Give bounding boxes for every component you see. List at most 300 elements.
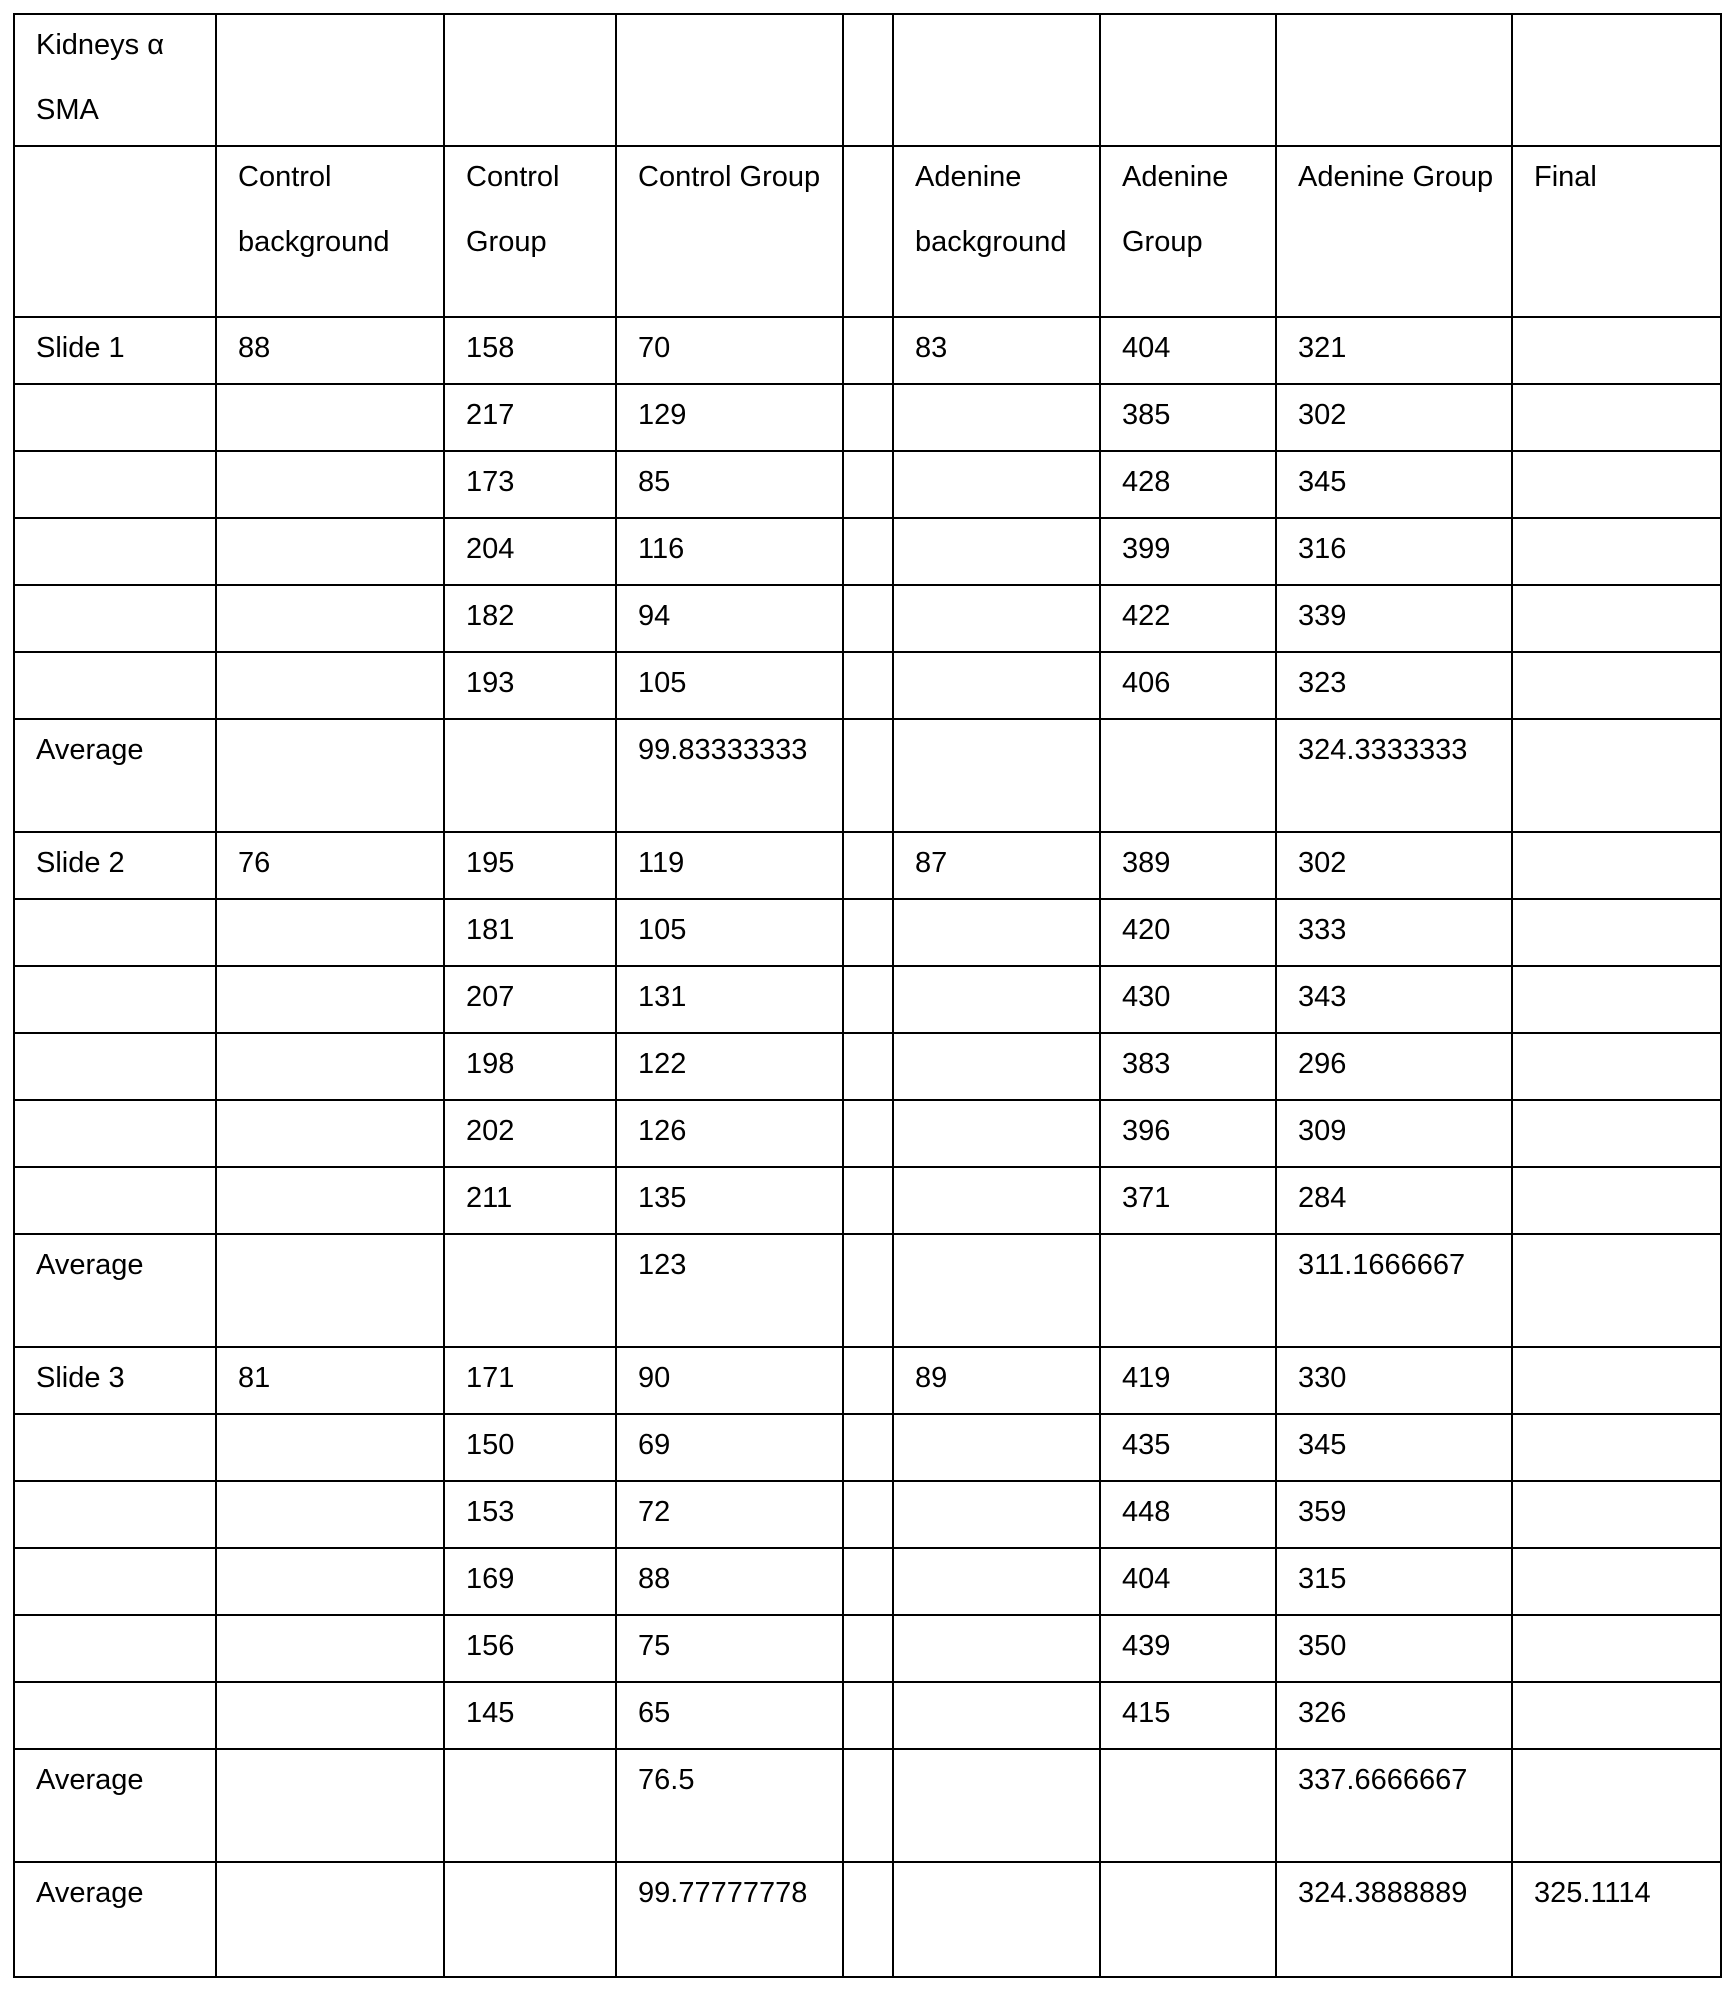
cell-text: 430 xyxy=(1122,981,1171,1013)
table-cell xyxy=(843,585,893,652)
table-cell xyxy=(893,1347,1100,1414)
cell-text: 83 xyxy=(915,332,948,364)
table-cell xyxy=(1512,146,1721,317)
cell-text: 415 xyxy=(1122,1697,1171,1729)
table-cell xyxy=(444,1100,616,1167)
table-cell xyxy=(616,317,843,384)
table-cell xyxy=(14,384,216,451)
table-cell xyxy=(616,1167,843,1234)
table-cell xyxy=(1276,317,1512,384)
table-cell xyxy=(14,1234,216,1347)
cell-text: 116 xyxy=(638,533,685,565)
cell-text: 448 xyxy=(1122,1496,1171,1528)
cell-text: 76 xyxy=(238,847,271,879)
table-cell xyxy=(616,1234,843,1347)
table-cell xyxy=(843,518,893,585)
table-cell xyxy=(444,317,616,384)
table-cell xyxy=(216,1481,444,1548)
table-cell xyxy=(1276,1481,1512,1548)
average-row xyxy=(14,719,1721,832)
table-cell xyxy=(893,1682,1100,1749)
table-cell xyxy=(216,451,444,518)
table-cell xyxy=(1100,518,1276,585)
table-cell xyxy=(1100,1682,1276,1749)
cell-text: 383 xyxy=(1122,1048,1171,1080)
cell-text: 123 xyxy=(638,1249,687,1281)
table-cell xyxy=(1276,1033,1512,1100)
table-cell xyxy=(1100,1347,1276,1414)
cell-text: 330 xyxy=(1298,1362,1347,1394)
cell-text: 122 xyxy=(638,1048,687,1080)
cell-text: 129 xyxy=(638,399,687,431)
table-cell xyxy=(1276,1615,1512,1682)
table-cell xyxy=(1100,146,1276,317)
table-cell xyxy=(1512,518,1721,585)
table-cell xyxy=(1276,1167,1512,1234)
table-cell xyxy=(444,652,616,719)
table-cell xyxy=(1100,1548,1276,1615)
table-cell xyxy=(893,652,1100,719)
table-cell xyxy=(444,1414,616,1481)
table-cell xyxy=(216,14,444,146)
table-cell xyxy=(444,585,616,652)
table-cell xyxy=(893,317,1100,384)
table-cell xyxy=(616,1862,843,1977)
table-cell xyxy=(1100,1100,1276,1167)
table-cell xyxy=(843,1749,893,1862)
cell-text: Average xyxy=(36,1249,144,1281)
table-row xyxy=(14,652,1721,719)
table-cell xyxy=(444,1481,616,1548)
table-cell xyxy=(843,719,893,832)
cell-text: 428 xyxy=(1122,466,1171,498)
table-cell xyxy=(1276,1682,1512,1749)
table-row xyxy=(14,1033,1721,1100)
table-cell xyxy=(1512,1167,1721,1234)
table-row xyxy=(14,832,1721,899)
cell-text: Average xyxy=(36,1877,144,1909)
table-cell xyxy=(1276,384,1512,451)
table-cell xyxy=(843,652,893,719)
table-cell xyxy=(1512,317,1721,384)
table-cell xyxy=(893,1414,1100,1481)
cell-text: 75 xyxy=(638,1630,671,1662)
cell-text: 324.3888889 xyxy=(1298,1877,1468,1909)
table-cell xyxy=(1100,317,1276,384)
table-cell xyxy=(843,146,893,317)
table-cell xyxy=(444,1234,616,1347)
table-row xyxy=(14,585,1721,652)
cell-text: 323 xyxy=(1298,667,1347,699)
table-row xyxy=(14,518,1721,585)
cell-text: Final xyxy=(1534,161,1597,193)
table-cell xyxy=(893,1862,1100,1977)
cell-text: 90 xyxy=(638,1362,671,1394)
table-cell xyxy=(1276,1749,1512,1862)
table-row xyxy=(14,451,1721,518)
table-cell xyxy=(1276,518,1512,585)
cell-text: 131 xyxy=(638,981,687,1013)
cell-text: 158 xyxy=(466,332,515,364)
table-cell xyxy=(14,518,216,585)
cell-text: Slide 1 xyxy=(36,332,125,364)
cell-text: 153 xyxy=(466,1496,515,1528)
table-cell xyxy=(1512,1481,1721,1548)
table-cell xyxy=(843,1414,893,1481)
table-cell xyxy=(1276,966,1512,1033)
cell-text: 420 xyxy=(1122,914,1171,946)
table-cell xyxy=(893,14,1100,146)
cell-text: 302 xyxy=(1298,847,1347,879)
table-cell xyxy=(893,1481,1100,1548)
table-cell xyxy=(843,966,893,1033)
table-cell xyxy=(616,966,843,1033)
table-cell xyxy=(1512,1100,1721,1167)
table-cell xyxy=(1100,1414,1276,1481)
table-cell xyxy=(1276,1100,1512,1167)
cell-text: 94 xyxy=(638,600,671,632)
cell-text: 72 xyxy=(638,1496,671,1528)
table-row xyxy=(14,1414,1721,1481)
table-cell xyxy=(14,1414,216,1481)
cell-text: 70 xyxy=(638,332,671,364)
table-row xyxy=(14,1615,1721,1682)
table-row xyxy=(14,1100,1721,1167)
table-cell xyxy=(14,1347,216,1414)
table-cell xyxy=(444,1749,616,1862)
cell-text: 399 xyxy=(1122,533,1171,565)
table-cell xyxy=(14,1100,216,1167)
table-cell xyxy=(1512,1414,1721,1481)
cell-text: 156 xyxy=(466,1630,515,1662)
table-cell xyxy=(444,832,616,899)
cell-text: 198 xyxy=(466,1048,515,1080)
table-cell xyxy=(216,832,444,899)
table-cell xyxy=(1512,1548,1721,1615)
table-cell xyxy=(1100,1481,1276,1548)
table-cell xyxy=(14,1615,216,1682)
table-cell xyxy=(616,1414,843,1481)
table-cell xyxy=(893,451,1100,518)
cell-text: 65 xyxy=(638,1697,671,1729)
table-cell xyxy=(1100,832,1276,899)
cell-text: 339 xyxy=(1298,600,1347,632)
table-cell xyxy=(444,1167,616,1234)
table-cell xyxy=(616,1481,843,1548)
table-row xyxy=(14,1481,1721,1548)
table-cell xyxy=(1100,1749,1276,1862)
table-cell xyxy=(14,1749,216,1862)
table-cell xyxy=(893,518,1100,585)
table-cell xyxy=(1512,1862,1721,1977)
table-cell xyxy=(1512,585,1721,652)
table-cell xyxy=(14,451,216,518)
cell-text: Adenine Group xyxy=(1298,161,1494,193)
cell-text: 145 xyxy=(466,1697,515,1729)
cell-text: 217 xyxy=(466,399,515,431)
data-table xyxy=(13,13,1722,1978)
table-cell xyxy=(14,652,216,719)
cell-text: Adenine Group xyxy=(1122,161,1229,258)
table-cell xyxy=(893,719,1100,832)
table-row xyxy=(14,384,1721,451)
cell-text: 419 xyxy=(1122,1362,1171,1394)
cell-text: 169 xyxy=(466,1563,515,1595)
table-cell xyxy=(843,384,893,451)
table-cell xyxy=(1512,899,1721,966)
table-cell xyxy=(1512,384,1721,451)
table-cell xyxy=(444,966,616,1033)
table-cell xyxy=(216,1548,444,1615)
table-row xyxy=(14,1347,1721,1414)
table-cell xyxy=(1276,14,1512,146)
cell-text: 311.1666667 xyxy=(1298,1249,1466,1281)
table-cell xyxy=(216,317,444,384)
table-cell xyxy=(843,1481,893,1548)
table-cell xyxy=(216,1749,444,1862)
table-cell xyxy=(444,384,616,451)
cell-text: 422 xyxy=(1122,600,1171,632)
table-cell xyxy=(1100,1234,1276,1347)
table-cell xyxy=(14,832,216,899)
cell-text: 69 xyxy=(638,1429,671,1461)
table-cell xyxy=(843,1347,893,1414)
table-cell xyxy=(444,14,616,146)
cell-text: 309 xyxy=(1298,1115,1347,1147)
table-cell xyxy=(893,585,1100,652)
table-cell xyxy=(216,1347,444,1414)
table-cell xyxy=(893,384,1100,451)
cell-text: 81 xyxy=(238,1362,271,1394)
cell-text: 324.3333333 xyxy=(1298,734,1468,766)
table-cell xyxy=(1276,1347,1512,1414)
table-cell xyxy=(1512,1347,1721,1414)
cell-text: 99.77777778 xyxy=(638,1877,808,1909)
cell-text: 350 xyxy=(1298,1630,1347,1662)
cell-text: 202 xyxy=(466,1115,515,1147)
table-cell xyxy=(893,1548,1100,1615)
table-cell xyxy=(616,652,843,719)
cell-text: 171 xyxy=(466,1362,515,1394)
table-cell xyxy=(1276,899,1512,966)
table-cell xyxy=(1100,585,1276,652)
table-cell xyxy=(14,1862,216,1977)
cell-text: Control background xyxy=(238,161,390,258)
table-cell xyxy=(216,146,444,317)
cell-text: 345 xyxy=(1298,466,1347,498)
table-cell xyxy=(893,1615,1100,1682)
header-row xyxy=(14,146,1721,317)
table-cell xyxy=(843,1100,893,1167)
cell-text: 315 xyxy=(1298,1563,1347,1595)
table-cell xyxy=(843,451,893,518)
table-cell xyxy=(1512,14,1721,146)
table-cell xyxy=(14,719,216,832)
cell-text: Average xyxy=(36,1764,144,1796)
table-cell xyxy=(1100,1167,1276,1234)
table-cell xyxy=(14,14,216,146)
table-cell xyxy=(1512,1682,1721,1749)
table-cell xyxy=(843,899,893,966)
cell-text: 321 xyxy=(1298,332,1347,364)
table-cell xyxy=(843,832,893,899)
table-cell xyxy=(843,1548,893,1615)
table-cell xyxy=(216,1682,444,1749)
table-row xyxy=(14,899,1721,966)
table-cell xyxy=(216,518,444,585)
average-row xyxy=(14,1749,1721,1862)
table-cell xyxy=(1512,652,1721,719)
table-cell xyxy=(14,146,216,317)
table-cell xyxy=(1512,1615,1721,1682)
table-cell xyxy=(616,1548,843,1615)
table-cell xyxy=(893,832,1100,899)
table-cell xyxy=(616,1347,843,1414)
table-cell xyxy=(216,1615,444,1682)
table-cell xyxy=(1276,652,1512,719)
cell-text: 345 xyxy=(1298,1429,1347,1461)
table-cell xyxy=(1276,832,1512,899)
cell-text: 326 xyxy=(1298,1697,1347,1729)
table-cell xyxy=(14,1682,216,1749)
cell-text: 126 xyxy=(638,1115,687,1147)
cell-text: 99.83333333 xyxy=(638,734,808,766)
table-cell xyxy=(1100,719,1276,832)
table-cell xyxy=(616,585,843,652)
cell-text: 404 xyxy=(1122,1563,1171,1595)
cell-text: 406 xyxy=(1122,667,1171,699)
cell-text: 385 xyxy=(1122,399,1171,431)
table-cell xyxy=(444,451,616,518)
table-cell xyxy=(1512,1234,1721,1347)
cell-text: 207 xyxy=(466,981,515,1013)
cell-text: 439 xyxy=(1122,1630,1171,1662)
table-cell xyxy=(1512,1033,1721,1100)
cell-text: 316 xyxy=(1298,533,1347,565)
cell-text: 371 xyxy=(1122,1182,1171,1214)
table-cell xyxy=(216,1862,444,1977)
table-row xyxy=(14,1167,1721,1234)
table-cell xyxy=(444,1033,616,1100)
table-cell xyxy=(1512,966,1721,1033)
table-body xyxy=(14,14,1721,1977)
table-cell xyxy=(843,1615,893,1682)
table-cell xyxy=(893,966,1100,1033)
cell-text: 396 xyxy=(1122,1115,1171,1147)
table-cell xyxy=(14,1548,216,1615)
table-cell xyxy=(1276,1234,1512,1347)
table-cell xyxy=(843,1682,893,1749)
table-cell xyxy=(893,899,1100,966)
table-cell xyxy=(893,146,1100,317)
cell-text: 88 xyxy=(638,1563,671,1595)
cell-text: 435 xyxy=(1122,1429,1171,1461)
table-cell xyxy=(1512,719,1721,832)
cell-text: 193 xyxy=(466,667,515,699)
table-cell xyxy=(216,1100,444,1167)
cell-text: 76.5 xyxy=(638,1764,695,1796)
table-cell xyxy=(616,832,843,899)
table-cell xyxy=(1276,146,1512,317)
table-cell xyxy=(616,518,843,585)
table-cell xyxy=(893,1167,1100,1234)
cell-text: 195 xyxy=(466,847,515,879)
table-cell xyxy=(1100,652,1276,719)
table-cell xyxy=(1100,1615,1276,1682)
table-cell xyxy=(843,1167,893,1234)
average-row xyxy=(14,1862,1721,1977)
table-cell xyxy=(1100,1033,1276,1100)
cell-text: Slide 3 xyxy=(36,1362,125,1394)
table-cell xyxy=(843,1234,893,1347)
table-cell xyxy=(216,384,444,451)
table-cell xyxy=(1512,832,1721,899)
table-cell xyxy=(1100,899,1276,966)
cell-text: 302 xyxy=(1298,399,1347,431)
table-cell xyxy=(843,317,893,384)
table-cell xyxy=(616,1749,843,1862)
table-cell xyxy=(843,1033,893,1100)
cell-text: 337.6666667 xyxy=(1298,1764,1468,1796)
table-cell xyxy=(444,146,616,317)
table-cell xyxy=(616,1682,843,1749)
cell-text: Adenine background xyxy=(915,161,1067,258)
cell-text: 211 xyxy=(466,1182,513,1214)
table-cell xyxy=(893,1234,1100,1347)
table-cell xyxy=(444,1347,616,1414)
table-cell xyxy=(216,652,444,719)
cell-text: 404 xyxy=(1122,332,1171,364)
table-cell xyxy=(444,1548,616,1615)
table-cell xyxy=(14,1033,216,1100)
cell-text: 343 xyxy=(1298,981,1347,1013)
cell-text: 182 xyxy=(466,600,515,632)
cell-text: 119 xyxy=(638,847,685,879)
table-cell xyxy=(843,14,893,146)
title-row xyxy=(14,14,1721,146)
cell-text: 87 xyxy=(915,847,948,879)
cell-text: 173 xyxy=(466,466,515,498)
cell-text: 105 xyxy=(638,667,687,699)
table-cell xyxy=(616,146,843,317)
table-cell xyxy=(216,585,444,652)
cell-text: 135 xyxy=(638,1182,687,1214)
cell-text: Average xyxy=(36,734,144,766)
table-cell xyxy=(1100,384,1276,451)
cell-text: 88 xyxy=(238,332,271,364)
table-cell xyxy=(14,1481,216,1548)
table-cell xyxy=(893,1749,1100,1862)
table-cell xyxy=(1276,1862,1512,1977)
table-cell xyxy=(444,1682,616,1749)
cell-text: 359 xyxy=(1298,1496,1347,1528)
cell-text: Kidneys α SMA xyxy=(36,29,164,126)
table-cell xyxy=(216,1414,444,1481)
table-cell xyxy=(1100,1862,1276,1977)
table-cell xyxy=(616,1100,843,1167)
table-row xyxy=(14,317,1721,384)
cell-text: 105 xyxy=(638,914,687,946)
table-cell xyxy=(14,317,216,384)
table-cell xyxy=(893,1033,1100,1100)
cell-text: 389 xyxy=(1122,847,1171,879)
table-cell xyxy=(616,899,843,966)
table-cell xyxy=(893,1100,1100,1167)
table-cell xyxy=(216,966,444,1033)
table-cell xyxy=(444,899,616,966)
cell-text: 284 xyxy=(1298,1182,1347,1214)
table-cell xyxy=(1276,1548,1512,1615)
